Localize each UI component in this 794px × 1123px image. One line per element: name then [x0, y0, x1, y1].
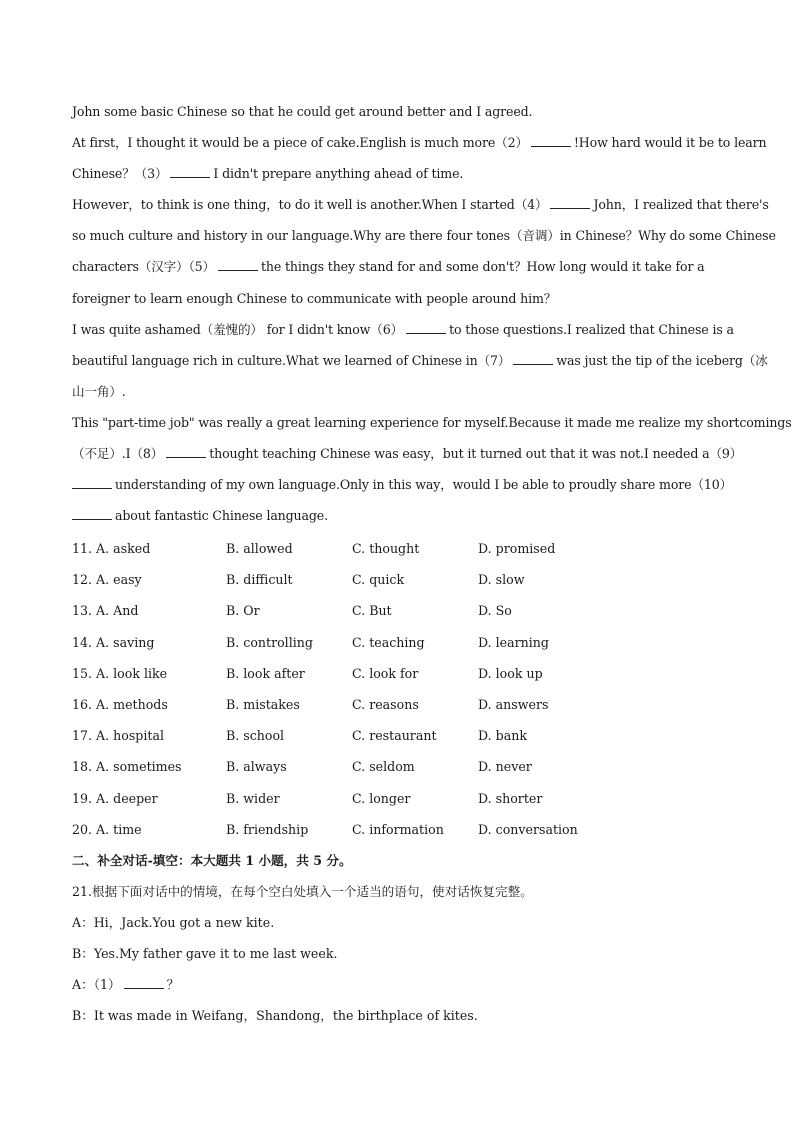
option-a[interactable]: 12. A. easy	[72, 572, 142, 588]
passage-line	[72, 320, 734, 351]
section-title: 二、补全对话-填空：本大题共 1 小题，共 5 分。	[72, 853, 352, 868]
option-c[interactable]: C. look for	[352, 665, 419, 681]
option-b[interactable]: B. mistakes	[226, 696, 300, 712]
answer-blank-7[interactable]	[513, 353, 553, 365]
passage-line	[72, 133, 767, 164]
option-c[interactable]: C. reasons	[352, 696, 419, 712]
option-b[interactable]: B. allowed	[226, 541, 293, 556]
option-a[interactable]: 20. A. time	[72, 821, 142, 837]
option-a[interactable]: 11. A. asked	[72, 541, 151, 556]
option-d[interactable]: D. promised	[478, 541, 556, 556]
question-20-options	[72, 821, 722, 852]
option-d[interactable]: D. bank	[478, 728, 527, 744]
passage-text: so much culture and history in our language.Why are there four tones（音调）in Chinese？Why do some Chinese	[72, 228, 776, 244]
question-18-options	[72, 758, 722, 789]
option-c[interactable]: C. restaurant	[352, 728, 437, 744]
question-16-options	[72, 696, 722, 727]
answer-blank-4[interactable]	[550, 197, 590, 209]
answer-blank-2[interactable]	[531, 135, 571, 147]
question-19-options	[72, 790, 722, 821]
dialogue-text: ？	[166, 977, 180, 993]
passage-line	[72, 444, 743, 475]
passage-text: John，I realized that there's	[593, 197, 769, 213]
option-b[interactable]: B. always	[226, 759, 287, 775]
passage-line	[72, 382, 722, 413]
option-a[interactable]: 19. A. deeper	[72, 790, 158, 806]
passage-text: characters（汉字）（5）	[72, 259, 215, 275]
option-b[interactable]: B. wider	[226, 790, 280, 806]
passage-text: beautiful language rich in culture.What we learned of Chinese in（7）	[72, 352, 511, 368]
question-12-options	[72, 571, 722, 602]
dialogue-line: B：It was made in Weifang，Shandong，the birthplace of kites.	[72, 1008, 478, 1024]
passage-line	[72, 257, 722, 288]
passage-text: I didn't prepare anything ahead of time.	[213, 166, 464, 182]
option-b[interactable]: B. controlling	[226, 634, 313, 650]
option-b[interactable]: B. look after	[226, 665, 305, 681]
answer-blank-5[interactable]	[218, 259, 258, 271]
option-d[interactable]: D. conversation	[478, 821, 578, 837]
option-b[interactable]: B. friendship	[226, 821, 309, 837]
answer-blank-3[interactable]	[170, 166, 210, 178]
passage-line	[72, 506, 722, 537]
question-instruction: 21.根据下面对话中的情境，在每个空白处填入一个适当的语句，使对话恢复完整。	[72, 884, 533, 900]
option-c[interactable]: C. But	[352, 603, 392, 619]
option-a[interactable]: 17. A. hospital	[72, 728, 164, 744]
passage-text: the things they stand for and some don't？How long would it take for a	[260, 259, 705, 275]
option-b[interactable]: B. Or	[226, 603, 260, 619]
passage-text: I was quite ashamed（羞愧的） for I didn't know（6）	[72, 321, 404, 337]
question-17-options	[72, 727, 722, 758]
passage-line	[72, 226, 776, 257]
passage-text: However，to think is one thing，to do it well is another.When I started（4）	[72, 197, 548, 213]
passage-text: John some basic Chinese so that he could get around better and I agreed.	[72, 104, 533, 119]
answer-blank-10[interactable]	[72, 508, 112, 520]
option-d[interactable]: D. slow	[478, 572, 525, 588]
option-b[interactable]: B. school	[226, 728, 285, 744]
passage-text: At first，I thought it would be a piece of cake.English is much more（2）	[72, 135, 528, 151]
question-11-options	[72, 540, 722, 571]
question-13-options	[72, 602, 722, 633]
option-c[interactable]: C. seldom	[352, 759, 415, 775]
option-d[interactable]: D. look up	[478, 665, 543, 681]
passage-text: was just the tip of the iceberg（冰	[556, 352, 768, 368]
option-a[interactable]: 15. A. look like	[72, 665, 168, 681]
option-a[interactable]: 14. A. saving	[72, 634, 155, 650]
option-c[interactable]: C. thought	[352, 541, 420, 556]
passage-text: foreigner to learn enough Chinese to communicate with people around him？	[72, 290, 557, 306]
answer-blank-8[interactable]	[166, 446, 206, 458]
option-d[interactable]: D. learning	[478, 634, 549, 650]
passage-line	[72, 351, 768, 382]
option-c[interactable]: C. quick	[352, 572, 405, 588]
passage-text: （不足）.I（8）	[72, 446, 164, 462]
option-c[interactable]: C. information	[352, 821, 444, 837]
dialogue-text: A：（1）	[72, 977, 121, 993]
option-d[interactable]: D. So	[478, 603, 512, 619]
dialogue-blank-1[interactable]	[124, 977, 164, 989]
passage-text: about fantastic Chinese language.	[115, 508, 328, 524]
passage-text: Chinese？（3）	[72, 166, 168, 182]
answer-blank-6[interactable]	[406, 322, 446, 334]
passage-line	[72, 289, 722, 320]
passage-text: 山一角）.	[72, 383, 126, 399]
dialogue-line	[72, 976, 732, 1007]
passage-text: to those questions.I realized that Chinese is a	[449, 321, 734, 337]
option-d[interactable]: D. shorter	[478, 790, 543, 806]
passage-line	[72, 195, 769, 226]
option-a[interactable]: 16. A. methods	[72, 696, 168, 712]
answer-blank-9[interactable]	[72, 477, 112, 489]
dialogue-section	[72, 852, 732, 1039]
option-c[interactable]: C. longer	[352, 790, 411, 806]
dialogue-line: A：Hi，Jack.You got a new kite.	[72, 915, 275, 931]
reading-passage	[72, 102, 792, 537]
passage-line	[72, 164, 722, 195]
choice-options	[72, 540, 722, 852]
option-a[interactable]: 13. A. And	[72, 603, 139, 619]
option-d[interactable]: D. answers	[478, 696, 549, 712]
dialogue-line: B：Yes.My father gave it to me last week.	[72, 946, 338, 962]
option-c[interactable]: C. teaching	[352, 634, 425, 650]
option-a[interactable]: 18. A. sometimes	[72, 759, 182, 775]
passage-text: !How hard would it be to learn	[573, 135, 767, 151]
option-d[interactable]: D. never	[478, 759, 532, 775]
passage-text: This "part-time job" was really a great learning experience for myself.Because it made me realize my shortcomings	[72, 414, 792, 430]
passage-text: thought teaching Chinese was easy，but it turned out that it was not.I needed a（9）	[209, 446, 743, 462]
passage-line	[72, 102, 722, 133]
passage-text: understanding of my own language.Only in this way，would I be able to proudly share more（10）	[115, 477, 733, 493]
question-15-options	[72, 665, 722, 696]
option-b[interactable]: B. difficult	[226, 572, 293, 588]
question-14-options	[72, 634, 722, 665]
passage-line	[72, 475, 733, 506]
passage-line	[72, 413, 792, 444]
